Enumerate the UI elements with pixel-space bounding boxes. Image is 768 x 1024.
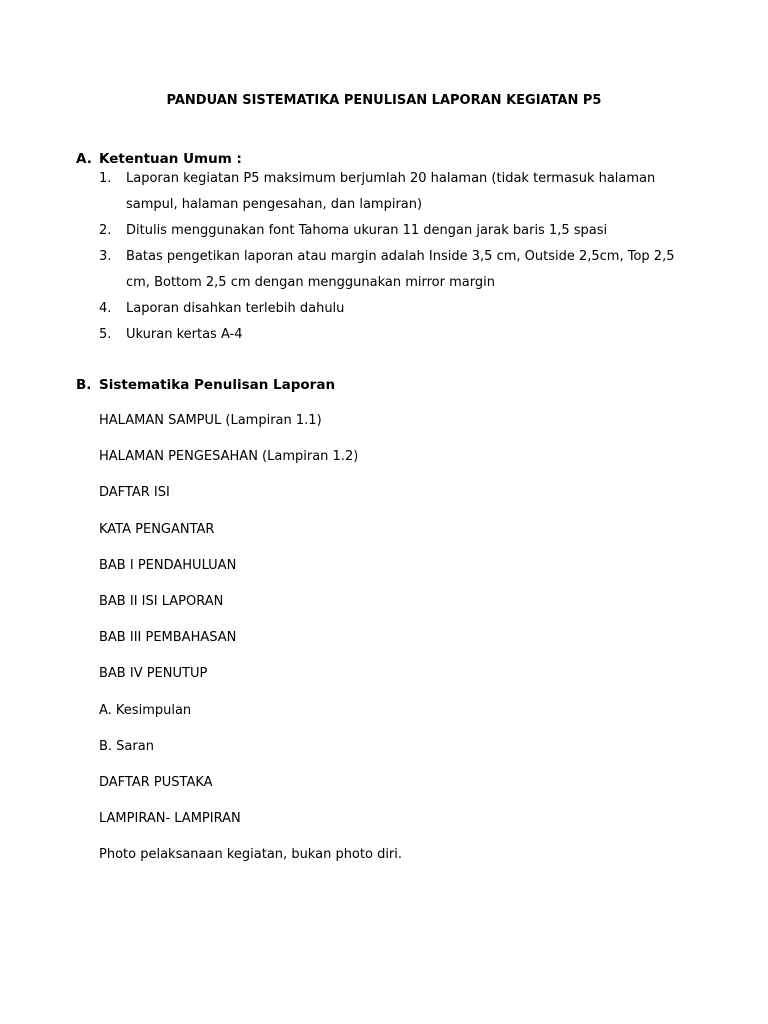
outline-item: DAFTAR ISI bbox=[99, 485, 170, 501]
outline-item: BAB II ISI LAPORAN bbox=[99, 593, 224, 609]
list-item bbox=[99, 166, 689, 218]
section-a-title: Ketentuan Umum : bbox=[99, 151, 242, 167]
outline-item: BAB III PEMBAHASAN bbox=[99, 630, 237, 646]
list-item-text: Batas pengetikan laporan atau margin adalah Inside 3,5 cm, Outside 2,5cm, Top 2,5 cm, Bottom 2,5 cm dengan menggunakan mirror margin bbox=[126, 249, 675, 290]
outline-item: HALAMAN SAMPUL (Lampiran 1.1) bbox=[99, 413, 322, 428]
list-item-number: 4. bbox=[99, 301, 112, 316]
outline-item: Photo pelaksanaan kegiatan, bukan photo diri. bbox=[99, 847, 403, 863]
outline-item: B. Saran bbox=[99, 738, 154, 754]
outline-item: KATA PENGANTAR bbox=[99, 521, 215, 537]
report-outline-list bbox=[99, 412, 402, 882]
general-rules-list bbox=[99, 166, 689, 348]
section-b-letter: B. bbox=[76, 377, 92, 393]
outline-item: BAB I PENDAHULUAN bbox=[99, 557, 237, 573]
document-title: PANDUAN SISTEMATIKA PENULISAN LAPORAN KEGIATAN P5 bbox=[166, 93, 602, 108]
outline-item: BAB IV PENUTUP bbox=[99, 666, 208, 682]
list-item-number: 5. bbox=[99, 327, 112, 342]
list-item-number: 1. bbox=[99, 171, 112, 186]
outline-item: HALAMAN PENGESAHAN (Lampiran 1.2) bbox=[99, 449, 359, 465]
section-b-title: Sistematika Penulisan Laporan bbox=[99, 377, 336, 393]
list-item-text: Laporan kegiatan P5 maksimum berjumlah 20 halaman (tidak termasuk halaman sampul, halaman pengesahan, dan lampiran) bbox=[126, 171, 656, 212]
list-item-text: Ukuran kertas A-4 bbox=[126, 327, 243, 342]
list-item bbox=[99, 218, 689, 244]
list-item bbox=[99, 296, 689, 322]
list-item bbox=[99, 244, 689, 296]
list-item bbox=[99, 322, 689, 348]
outline-item: LAMPIRAN- LAMPIRAN bbox=[99, 811, 241, 827]
list-item-text: Ditulis menggunakan font Tahoma ukuran 11 dengan jarak baris 1,5 spasi bbox=[126, 223, 608, 238]
section-a-letter: A. bbox=[76, 151, 92, 167]
outline-item: DAFTAR PUSTAKA bbox=[99, 774, 213, 790]
list-item-number: 3. bbox=[99, 249, 112, 264]
list-item-text: Laporan disahkan terlebih dahulu bbox=[126, 301, 345, 316]
list-item-number: 2. bbox=[99, 223, 112, 238]
outline-item: A. Kesimpulan bbox=[99, 702, 192, 718]
section-b-heading bbox=[76, 376, 335, 394]
